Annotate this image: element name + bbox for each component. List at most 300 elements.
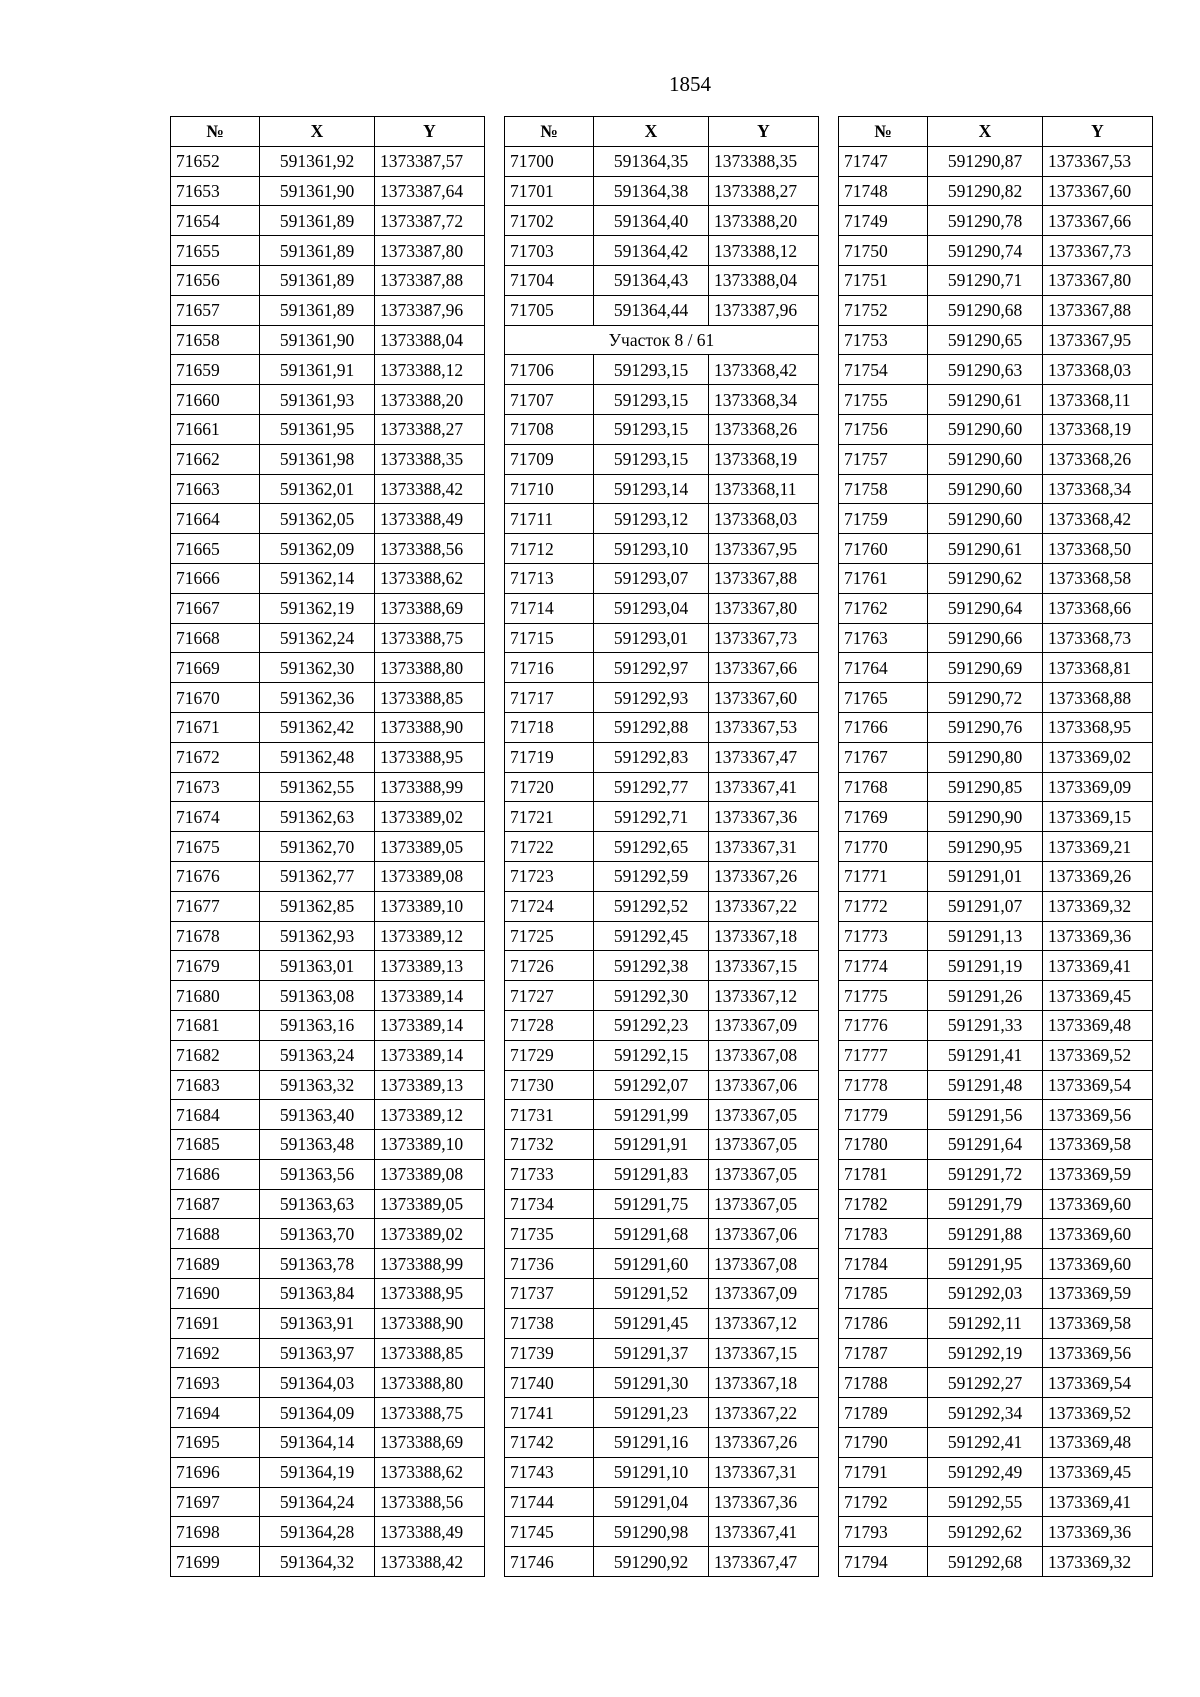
y-coordinate-cell: 1373369,41: [1043, 951, 1153, 981]
x-coordinate-cell: 591361,90: [260, 325, 375, 355]
table-row: [171, 623, 485, 653]
y-coordinate-cell: 1373389,12: [375, 921, 485, 951]
y-coordinate-cell: 1373367,66: [1043, 206, 1153, 236]
point-number-cell: 71696: [171, 1457, 260, 1487]
point-number-cell: 71730: [505, 1070, 594, 1100]
point-number-cell: 71688: [171, 1219, 260, 1249]
page-number: 1854: [669, 72, 711, 96]
point-number-cell: 71720: [505, 772, 594, 802]
table-row: [505, 563, 819, 593]
y-coordinate-cell: 1373367,36: [709, 1487, 819, 1517]
point-number-cell: 71686: [171, 1159, 260, 1189]
x-coordinate-cell: 591290,61: [928, 534, 1043, 564]
point-number-cell: 71746: [505, 1547, 594, 1577]
point-number-cell: 71772: [839, 891, 928, 921]
y-coordinate-cell: 1373389,12: [375, 1100, 485, 1130]
point-number-cell: 71767: [839, 742, 928, 772]
table-row: [505, 1070, 819, 1100]
point-number-cell: 71731: [505, 1100, 594, 1130]
table-row: [839, 712, 1153, 742]
y-coordinate-cell: 1373367,53: [709, 712, 819, 742]
table-row: [839, 981, 1153, 1011]
y-coordinate-cell: 1373367,47: [709, 1547, 819, 1577]
x-coordinate-cell: 591291,83: [594, 1159, 709, 1189]
y-coordinate-cell: 1373367,09: [709, 1279, 819, 1309]
x-coordinate-cell: 591361,89: [260, 206, 375, 236]
y-coordinate-cell: 1373369,56: [1043, 1100, 1153, 1130]
table-row: [505, 385, 819, 415]
y-coordinate-cell: 1373369,15: [1043, 802, 1153, 832]
y-coordinate-cell: 1373368,34: [1043, 474, 1153, 504]
point-number-cell: 71761: [839, 563, 928, 593]
point-number-cell: 71691: [171, 1308, 260, 1338]
table-row: [171, 683, 485, 713]
table-row: [171, 1070, 485, 1100]
x-coordinate-cell: 591364,28: [260, 1517, 375, 1547]
y-coordinate-cell: 1373387,57: [375, 146, 485, 176]
y-coordinate-cell: 1373388,27: [709, 176, 819, 206]
x-coordinate-cell: 591290,82: [928, 176, 1043, 206]
y-coordinate-cell: 1373388,90: [375, 1308, 485, 1338]
point-number-cell: 71667: [171, 593, 260, 623]
table-row: [505, 1189, 819, 1219]
x-coordinate-cell: 591292,65: [594, 832, 709, 862]
y-coordinate-cell: 1373389,14: [375, 1010, 485, 1040]
x-coordinate-cell: 591291,52: [594, 1279, 709, 1309]
point-number-cell: 71670: [171, 683, 260, 713]
point-number-cell: 71676: [171, 861, 260, 891]
x-coordinate-cell: 591291,68: [594, 1219, 709, 1249]
x-coordinate-cell: 591292,45: [594, 921, 709, 951]
table-row: [839, 444, 1153, 474]
point-number-cell: 71766: [839, 712, 928, 742]
table-row: [171, 653, 485, 683]
point-number-cell: 71674: [171, 802, 260, 832]
table-row: [171, 295, 485, 325]
x-coordinate-cell: 591361,95: [260, 414, 375, 444]
y-coordinate-cell: 1373367,95: [709, 534, 819, 564]
point-number-cell: 71757: [839, 444, 928, 474]
x-coordinate-cell: 591292,23: [594, 1010, 709, 1040]
point-number-cell: 71714: [505, 593, 594, 623]
point-number-cell: 71657: [171, 295, 260, 325]
x-coordinate-cell: 591291,72: [928, 1159, 1043, 1189]
x-coordinate-cell: 591292,27: [928, 1368, 1043, 1398]
point-number-cell: 71744: [505, 1487, 594, 1517]
y-coordinate-cell: 1373369,45: [1043, 1457, 1153, 1487]
table-row: [839, 385, 1153, 415]
table-row: [839, 832, 1153, 862]
table-row: [171, 1368, 485, 1398]
point-number-cell: 71729: [505, 1040, 594, 1070]
point-number-cell: 71727: [505, 981, 594, 1011]
y-coordinate-cell: 1373368,19: [709, 444, 819, 474]
point-number-cell: 71740: [505, 1368, 594, 1398]
point-number-cell: 71717: [505, 683, 594, 713]
table-row: [505, 1428, 819, 1458]
y-coordinate-cell: 1373369,60: [1043, 1249, 1153, 1279]
table-row: [171, 236, 485, 266]
point-number-cell: 71715: [505, 623, 594, 653]
y-coordinate-cell: 1373387,96: [709, 295, 819, 325]
coordinate-table-1: [170, 116, 485, 1577]
x-coordinate-cell: 591363,24: [260, 1040, 375, 1070]
x-coordinate-cell: 591291,88: [928, 1219, 1043, 1249]
point-number-cell: 71778: [839, 1070, 928, 1100]
y-coordinate-cell: 1373368,50: [1043, 534, 1153, 564]
x-coordinate-cell: 591291,16: [594, 1428, 709, 1458]
y-coordinate-cell: 1373367,31: [709, 832, 819, 862]
point-number-cell: 71713: [505, 563, 594, 593]
point-number-cell: 71666: [171, 563, 260, 593]
point-number-cell: 71732: [505, 1130, 594, 1160]
point-number-cell: 71749: [839, 206, 928, 236]
y-coordinate-cell: 1373367,80: [1043, 265, 1153, 295]
header-x: X: [594, 117, 709, 147]
point-number-cell: 71712: [505, 534, 594, 564]
y-coordinate-cell: 1373367,95: [1043, 325, 1153, 355]
point-number-cell: 71779: [839, 1100, 928, 1130]
point-number-cell: 71742: [505, 1428, 594, 1458]
y-coordinate-cell: 1373367,31: [709, 1457, 819, 1487]
y-coordinate-cell: 1373388,12: [375, 355, 485, 385]
table-row: [171, 1010, 485, 1040]
y-coordinate-cell: 1373368,58: [1043, 563, 1153, 593]
point-number-cell: 71754: [839, 355, 928, 385]
point-number-cell: 71681: [171, 1010, 260, 1040]
point-number-cell: 71785: [839, 1279, 928, 1309]
table-row: [171, 951, 485, 981]
header-y: Y: [375, 117, 485, 147]
x-coordinate-cell: 591291,01: [928, 861, 1043, 891]
table-row: [171, 1279, 485, 1309]
y-coordinate-cell: 1373369,54: [1043, 1070, 1153, 1100]
point-number-cell: 71665: [171, 534, 260, 564]
y-coordinate-cell: 1373367,41: [709, 1517, 819, 1547]
y-coordinate-cell: 1373369,36: [1043, 921, 1153, 951]
x-coordinate-cell: 591362,85: [260, 891, 375, 921]
table-row: [171, 593, 485, 623]
point-number-cell: 71793: [839, 1517, 928, 1547]
x-coordinate-cell: 591364,44: [594, 295, 709, 325]
x-coordinate-cell: 591363,16: [260, 1010, 375, 1040]
point-number-cell: 71663: [171, 474, 260, 504]
table-row: [505, 1159, 819, 1189]
y-coordinate-cell: 1373367,53: [1043, 146, 1153, 176]
y-coordinate-cell: 1373388,95: [375, 1279, 485, 1309]
x-coordinate-cell: 591291,79: [928, 1189, 1043, 1219]
x-coordinate-cell: 591361,89: [260, 265, 375, 295]
x-coordinate-cell: 591292,30: [594, 981, 709, 1011]
x-coordinate-cell: 591292,41: [928, 1428, 1043, 1458]
y-coordinate-cell: 1373368,19: [1043, 414, 1153, 444]
table-row: [839, 1338, 1153, 1368]
table-row: [839, 1159, 1153, 1189]
table-row: [505, 1130, 819, 1160]
y-coordinate-cell: 1373388,62: [375, 563, 485, 593]
y-coordinate-cell: 1373389,10: [375, 1130, 485, 1160]
x-coordinate-cell: 591291,45: [594, 1308, 709, 1338]
y-coordinate-cell: 1373388,56: [375, 534, 485, 564]
table-row: [839, 1487, 1153, 1517]
table-row: [839, 414, 1153, 444]
x-coordinate-cell: 591363,48: [260, 1130, 375, 1160]
y-coordinate-cell: 1373387,72: [375, 206, 485, 236]
section-label: Участок 8 / 61: [505, 325, 819, 355]
table-row: [171, 921, 485, 951]
point-number-cell: 71701: [505, 176, 594, 206]
y-coordinate-cell: 1373368,81: [1043, 653, 1153, 683]
x-coordinate-cell: 591362,48: [260, 742, 375, 772]
x-coordinate-cell: 591362,19: [260, 593, 375, 623]
table-row: [171, 534, 485, 564]
table-row: [505, 921, 819, 951]
point-number-cell: 71703: [505, 236, 594, 266]
x-coordinate-cell: 591363,91: [260, 1308, 375, 1338]
x-coordinate-cell: 591361,92: [260, 146, 375, 176]
y-coordinate-cell: 1373369,60: [1043, 1189, 1153, 1219]
y-coordinate-cell: 1373367,22: [709, 891, 819, 921]
table-row: [171, 1547, 485, 1577]
table-header-row: [505, 117, 819, 147]
table-row: [839, 1279, 1153, 1309]
point-number-cell: 71770: [839, 832, 928, 862]
table-row: [505, 802, 819, 832]
x-coordinate-cell: 591291,33: [928, 1010, 1043, 1040]
point-number-cell: 71788: [839, 1368, 928, 1398]
table-row: [505, 683, 819, 713]
point-number-cell: 71733: [505, 1159, 594, 1189]
y-coordinate-cell: 1373388,04: [375, 325, 485, 355]
x-coordinate-cell: 591290,62: [928, 563, 1043, 593]
table-header-row: [171, 117, 485, 147]
x-coordinate-cell: 591362,09: [260, 534, 375, 564]
y-coordinate-cell: 1373367,41: [709, 772, 819, 802]
x-coordinate-cell: 591290,90: [928, 802, 1043, 832]
table-row: [839, 1428, 1153, 1458]
point-number-cell: 71760: [839, 534, 928, 564]
point-number-cell: 71660: [171, 385, 260, 415]
header-y: Y: [709, 117, 819, 147]
x-coordinate-cell: 591293,04: [594, 593, 709, 623]
point-number-cell: 71762: [839, 593, 928, 623]
y-coordinate-cell: 1373388,42: [375, 474, 485, 504]
y-coordinate-cell: 1373389,13: [375, 1070, 485, 1100]
table-row: [505, 176, 819, 206]
table-row: [171, 504, 485, 534]
y-coordinate-cell: 1373389,08: [375, 1159, 485, 1189]
x-coordinate-cell: 591292,52: [594, 891, 709, 921]
y-coordinate-cell: 1373367,73: [709, 623, 819, 653]
table-row: [505, 951, 819, 981]
point-number-cell: 71748: [839, 176, 928, 206]
header-x: X: [260, 117, 375, 147]
x-coordinate-cell: 591291,04: [594, 1487, 709, 1517]
point-number-cell: 71716: [505, 653, 594, 683]
x-coordinate-cell: 591291,41: [928, 1040, 1043, 1070]
point-number-cell: 71763: [839, 623, 928, 653]
x-coordinate-cell: 591291,26: [928, 981, 1043, 1011]
x-coordinate-cell: 591364,43: [594, 265, 709, 295]
y-coordinate-cell: 1373388,99: [375, 772, 485, 802]
x-coordinate-cell: 591362,01: [260, 474, 375, 504]
y-coordinate-cell: 1373367,18: [709, 921, 819, 951]
y-coordinate-cell: 1373387,80: [375, 236, 485, 266]
table-row: [505, 1517, 819, 1547]
table-row: [171, 414, 485, 444]
x-coordinate-cell: 591292,83: [594, 742, 709, 772]
table-row: [839, 1547, 1153, 1577]
y-coordinate-cell: 1373367,08: [709, 1249, 819, 1279]
header-number: №: [505, 117, 594, 147]
x-coordinate-cell: 591290,78: [928, 206, 1043, 236]
table-row: [171, 742, 485, 772]
table-row: [505, 1308, 819, 1338]
table-row: [505, 772, 819, 802]
x-coordinate-cell: 591291,64: [928, 1130, 1043, 1160]
x-coordinate-cell: 591362,55: [260, 772, 375, 802]
table-row: [171, 981, 485, 1011]
y-coordinate-cell: 1373367,05: [709, 1189, 819, 1219]
point-number-cell: 71699: [171, 1547, 260, 1577]
y-coordinate-cell: 1373367,05: [709, 1159, 819, 1189]
x-coordinate-cell: 591290,95: [928, 832, 1043, 862]
y-coordinate-cell: 1373388,12: [709, 236, 819, 266]
y-coordinate-cell: 1373369,41: [1043, 1487, 1153, 1517]
table-row: [839, 176, 1153, 206]
point-number-cell: 71709: [505, 444, 594, 474]
point-number-cell: 71781: [839, 1159, 928, 1189]
table-row: [505, 1457, 819, 1487]
x-coordinate-cell: 591361,90: [260, 176, 375, 206]
y-coordinate-cell: 1373368,03: [1043, 355, 1153, 385]
point-number-cell: 71786: [839, 1308, 928, 1338]
table-row: [505, 265, 819, 295]
y-coordinate-cell: 1373389,05: [375, 832, 485, 862]
point-number-cell: 71756: [839, 414, 928, 444]
x-coordinate-cell: 591362,24: [260, 623, 375, 653]
y-coordinate-cell: 1373367,18: [709, 1368, 819, 1398]
x-coordinate-cell: 591290,66: [928, 623, 1043, 653]
y-coordinate-cell: 1373389,14: [375, 1040, 485, 1070]
table-row: [839, 1308, 1153, 1338]
table-row: [171, 355, 485, 385]
header-x: X: [928, 117, 1043, 147]
point-number-cell: 71734: [505, 1189, 594, 1219]
point-number-cell: 71669: [171, 653, 260, 683]
x-coordinate-cell: 591363,78: [260, 1249, 375, 1279]
point-number-cell: 71719: [505, 742, 594, 772]
point-number-cell: 71728: [505, 1010, 594, 1040]
table-row: [839, 921, 1153, 951]
point-number-cell: 71692: [171, 1338, 260, 1368]
y-coordinate-cell: 1373367,05: [709, 1100, 819, 1130]
table-row: [839, 236, 1153, 266]
y-coordinate-cell: 1373367,06: [709, 1070, 819, 1100]
x-coordinate-cell: 591290,74: [928, 236, 1043, 266]
x-coordinate-cell: 591364,03: [260, 1368, 375, 1398]
y-coordinate-cell: 1373368,88: [1043, 683, 1153, 713]
y-coordinate-cell: 1373369,54: [1043, 1368, 1153, 1398]
x-coordinate-cell: 591291,10: [594, 1457, 709, 1487]
table-row: [171, 1249, 485, 1279]
x-coordinate-cell: 591292,15: [594, 1040, 709, 1070]
point-number-cell: 71753: [839, 325, 928, 355]
y-coordinate-cell: 1373368,42: [1043, 504, 1153, 534]
point-number-cell: 71702: [505, 206, 594, 236]
table-row: [505, 712, 819, 742]
point-number-cell: 71789: [839, 1398, 928, 1428]
point-number-cell: 71707: [505, 385, 594, 415]
y-coordinate-cell: 1373388,95: [375, 742, 485, 772]
point-number-cell: 71725: [505, 921, 594, 951]
point-number-cell: 71765: [839, 683, 928, 713]
point-number-cell: 71777: [839, 1040, 928, 1070]
x-coordinate-cell: 591364,09: [260, 1398, 375, 1428]
table-row: [839, 206, 1153, 236]
x-coordinate-cell: 591293,10: [594, 534, 709, 564]
table-row: [839, 1040, 1153, 1070]
x-coordinate-cell: 591293,15: [594, 385, 709, 415]
table-row: [171, 802, 485, 832]
point-number-cell: 71687: [171, 1189, 260, 1219]
point-number-cell: 71736: [505, 1249, 594, 1279]
point-number-cell: 71672: [171, 742, 260, 772]
x-coordinate-cell: 591290,61: [928, 385, 1043, 415]
y-coordinate-cell: 1373367,08: [709, 1040, 819, 1070]
x-coordinate-cell: 591291,48: [928, 1070, 1043, 1100]
table-row: [839, 1517, 1153, 1547]
table-row: [171, 832, 485, 862]
y-coordinate-cell: 1373388,35: [375, 444, 485, 474]
y-coordinate-cell: 1373388,49: [375, 1517, 485, 1547]
y-coordinate-cell: 1373367,09: [709, 1010, 819, 1040]
point-number-cell: 71658: [171, 325, 260, 355]
y-coordinate-cell: 1373369,52: [1043, 1040, 1153, 1070]
point-number-cell: 71656: [171, 265, 260, 295]
y-coordinate-cell: 1373387,64: [375, 176, 485, 206]
table-row: [839, 534, 1153, 564]
point-number-cell: 71739: [505, 1338, 594, 1368]
y-coordinate-cell: 1373369,26: [1043, 861, 1153, 891]
table-row: [171, 176, 485, 206]
x-coordinate-cell: 591293,07: [594, 563, 709, 593]
point-number-cell: 71768: [839, 772, 928, 802]
table-row: [171, 1308, 485, 1338]
x-coordinate-cell: 591290,85: [928, 772, 1043, 802]
y-coordinate-cell: 1373367,60: [1043, 176, 1153, 206]
x-coordinate-cell: 591364,19: [260, 1457, 375, 1487]
x-coordinate-cell: 591292,59: [594, 861, 709, 891]
table-row: [839, 1219, 1153, 1249]
x-coordinate-cell: 591291,23: [594, 1398, 709, 1428]
y-coordinate-cell: 1373388,56: [375, 1487, 485, 1517]
x-coordinate-cell: 591363,56: [260, 1159, 375, 1189]
table-row: [839, 891, 1153, 921]
x-coordinate-cell: 591363,32: [260, 1070, 375, 1100]
y-coordinate-cell: 1373368,11: [1043, 385, 1153, 415]
x-coordinate-cell: 591361,91: [260, 355, 375, 385]
y-coordinate-cell: 1373369,36: [1043, 1517, 1153, 1547]
x-coordinate-cell: 591364,14: [260, 1428, 375, 1458]
point-number-cell: 71685: [171, 1130, 260, 1160]
table-row: [505, 504, 819, 534]
point-number-cell: 71693: [171, 1368, 260, 1398]
y-coordinate-cell: 1373388,69: [375, 593, 485, 623]
point-number-cell: 71680: [171, 981, 260, 1011]
x-coordinate-cell: 591292,03: [928, 1279, 1043, 1309]
y-coordinate-cell: 1373367,12: [709, 1308, 819, 1338]
